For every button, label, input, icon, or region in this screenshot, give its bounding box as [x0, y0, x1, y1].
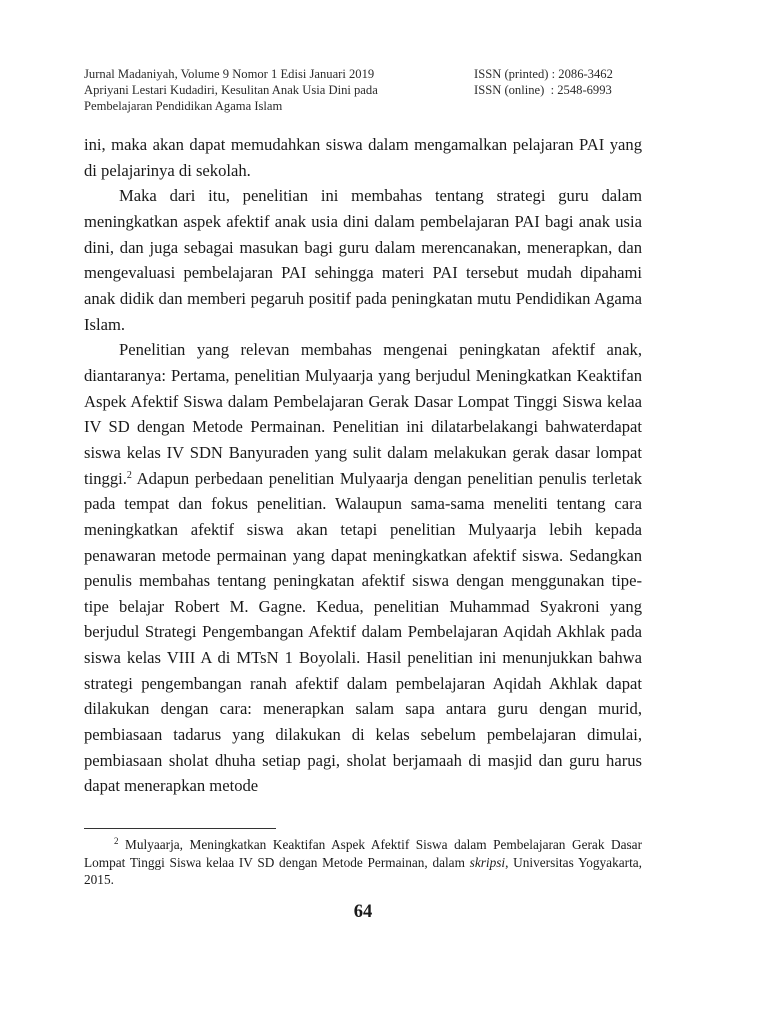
page-number: 64 — [353, 902, 373, 922]
footnote-text-part-1: Mulyaarja, Meningkatkan Keaktifan Aspek Afektif Siswa dalam Pembelajaran Gerak Dasar Lompat Tinggi Siswa kelaa IV SD dengan Metode Permainan, dalam — [84, 837, 642, 870]
paragraph-continued: ini, maka akan dapat memudahkan siswa dalam mengamalkan pelajaran PAI yang di pelajarinya di sekolah. — [84, 135, 642, 180]
running-header — [84, 66, 642, 115]
issn-online: ISSN (online) : 2548-6993 — [474, 83, 612, 98]
footnote-text-part-2: , Universitas Yogyakarta, 2015. — [84, 854, 642, 887]
paragraph-research-purpose: Maka dari itu, penelitian ini membahas tentang strategi guru dalam meningkatkan aspek afektif anak usia dini dalam pembelajaran PAI bagi anak usia dini, dan juga sebagai masukan bagi guru dalam merencanakan, menerapkan, dan mengevaluasi pembelajaran PAI sehingga materi PAI tersebut mudah dipahami anak didik dan memberi pegaruh positif pada peningkatan mutu Pendidikan Agama Islam. — [84, 186, 642, 334]
footnote-number: 2 — [114, 836, 119, 846]
issn-printed: ISSN (printed) : 2086-3462 — [474, 67, 613, 81]
paragraph-related-research — [84, 337, 642, 799]
paragraph-text-part-2: Adapun perbedaan penelitian Mulyaarja dengan penelitian penulis terletak pada tempat dan fokus penelitian. Walaupun sama-sama meneliti tentang cara meningkatkan afektif siswa akan tetapi penelitian Mulyaarja lebih kepada penawaran metode permainan yang dapat meningkatkan afektif siswa. Sedangkan penulis membahas tentang peningkatan afektif siswa dengan menggunakan tipe-tipe belajar Robert M. Gagne. Kedua, penelitian Muhammad Syakroni yang berjudul Strategi Pengembangan Afektif dalam Pembelajaran Aqidah Akhlak pada siswa kelas VIII A di MTsN 1 Boyolali. Hasil penelitian ini menunjukkan bahwa strategi pengembangan ranah afektif dalam pembelajaran Aqidah Akhlak dapat dilakukan dengan cara: menerapkan salam sapa antara guru dengan murid, pembiasaan tadarus yang dilakukan di kelas sebelum pembelajaran dimulai, pembiasaan sholat dhuha setiap pagi, sholat berjamaah di masjid dan guru harus dapat menerapkan metode — [84, 468, 642, 796]
footnote-divider — [84, 828, 276, 829]
footnote-reference[interactable]: 2 — [126, 469, 132, 481]
body-text — [84, 132, 642, 799]
journal-name: Jurnal Madaniyah, Volume 9 Nomor 1 Edisi Januari 2019 — [84, 67, 375, 81]
article-author-title: Apriyani Lestari Kudadiri, Kesulitan Anak Usia Dini pada — [84, 83, 378, 98]
footnote-italic-term: skripsi — [469, 854, 506, 870]
article-title-continued: Pembelajaran Pendidikan Agama Islam — [84, 99, 283, 114]
footnote — [84, 836, 642, 889]
paragraph-text-part-1: Penelitian yang relevan membahas mengenai peningkatan afektif anak, diantaranya: Pertama, penelitian Mulyaarja yang berjudul Meningkatkan Keaktifan Aspek Afektif Siswa dalam Pembelajaran Gerak Dasar Lompat Tinggi Siswa kelaa IV SD dengan Metode Permainan. Penelitian ini dilatarbelakangi bahwaterdapat siswa kelas IV SDN Banyuraden yang sulit dalam melakukan gerak dasar lompat tinggi. — [84, 340, 642, 488]
